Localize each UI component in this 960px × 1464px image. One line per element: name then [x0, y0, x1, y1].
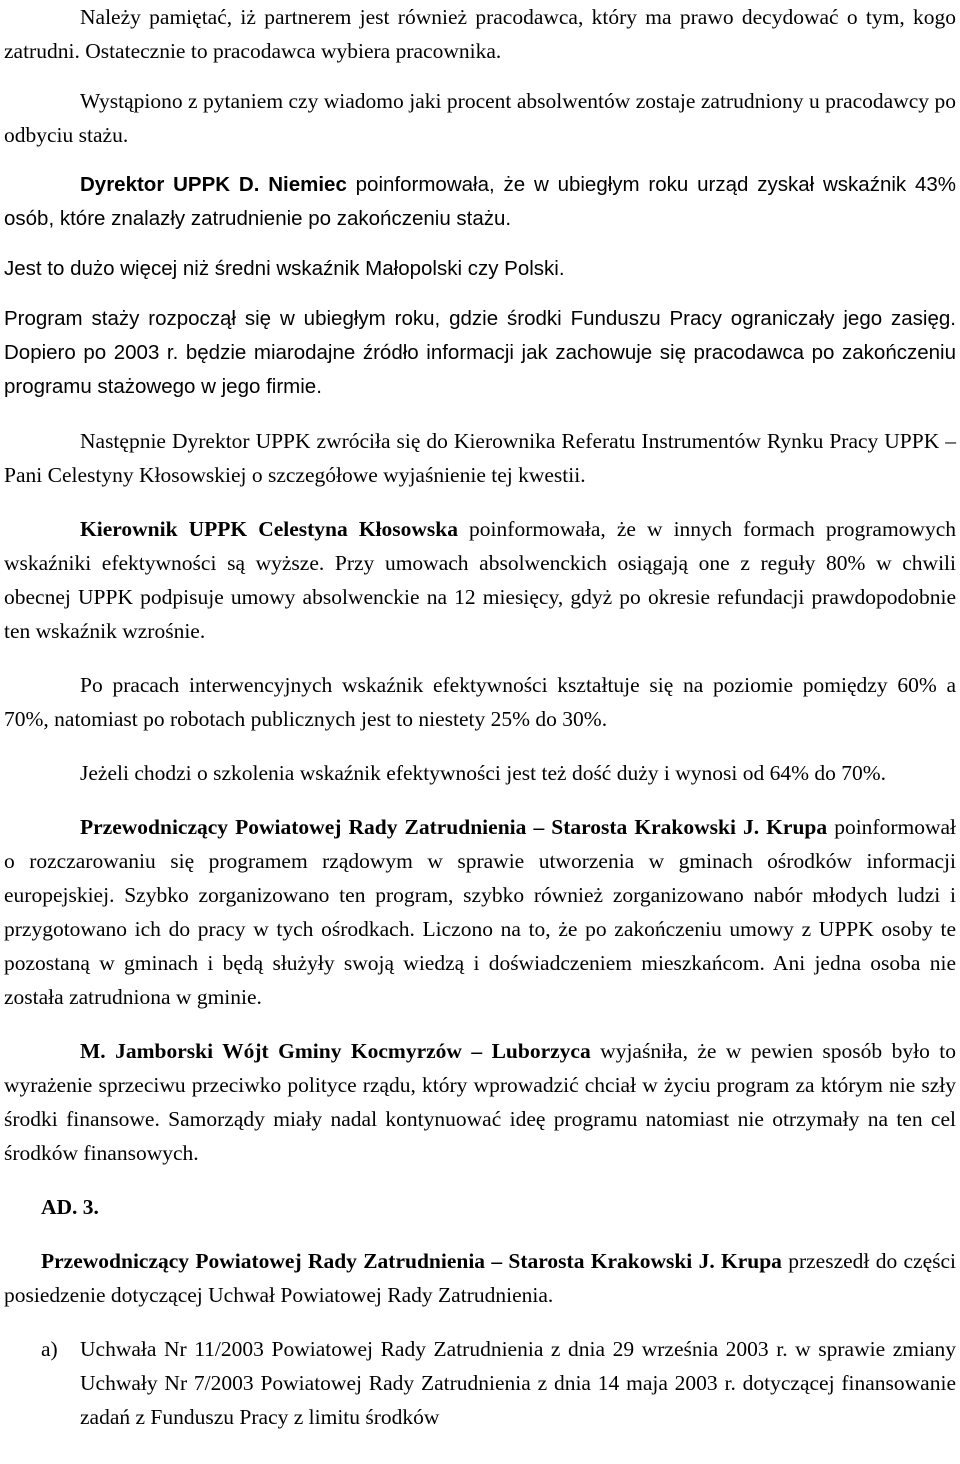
paragraph-question-employment: Wystąpiono z pytaniem czy wiadomo jaki procent absolwentów zostaje zatrudniony u pracodawcy po odbyciu stażu. [4, 89, 956, 147]
speaker-name: Kierownik UPPK Celestyna Kłosowska [80, 517, 458, 541]
paragraph-partner-employer: Należy pamiętać, iż partnerem jest również pracodawca, który ma prawo decydować o tym, kogo zatrudni. Ostatecznie to pracodawca wybiera pracownika. [4, 5, 956, 63]
list-item-resolution-a [4, 1332, 956, 1434]
paragraph-chairman-disappointment [4, 810, 956, 1014]
speaker-name: Dyrektor UPPK D. Niemiec [80, 173, 347, 196]
paragraph-intervention-works: Po pracach interwencyjnych wskaźnik efektywności kształtuje się na poziomie pomiędzy 60% a 70%, natomiast po robotach publicznych jest to niestety 25% do 30%. [4, 673, 956, 731]
paragraph-director-response [4, 168, 956, 236]
document-page [4, 0, 956, 1434]
paragraph-manager-response [4, 512, 956, 648]
paragraph-text: przeszedł do części posiedzenie dotyczącej Uchwał Powiatowej Rady Zatrudnienia. [4, 1249, 957, 1307]
list-marker: a) [41, 1337, 58, 1361]
paragraph-mayor-explanation [4, 1034, 956, 1170]
paragraph-director-request: Następnie Dyrektor UPPK zwróciła się do Kierownika Referatu Instrumentów Rynku Pracy UPPK – Pani Celestyny Kłosowskiej o szczegółowe wyjaśnienie tej kwestii. [4, 429, 956, 487]
paragraph-text: wyjaśniła, że w pewien sposób było to wyrażenie sprzeciwu przeciwko polityce rządu, który wprowadzić chciał w życiu program za którym nie szły środki finansowe. Samorządy miały nadal kontynuować ideę programu natomiast nie otrzymały na ten cel środków finansowych. [4, 1039, 956, 1165]
speaker-name: Przewodniczący Powiatowej Rady Zatrudnienia – Starosta Krakowski J. Krupa [41, 1249, 782, 1273]
paragraph-chairman-resolutions [4, 1244, 956, 1312]
paragraph-trainings: Jeżeli chodzi o szkolenia wskaźnik efektywności jest też dość duży i wynosi od 64% do 70%. [80, 761, 887, 785]
paragraph-text: poinformowała, że w innych formach programowych wskaźniki efektywności są wyższe. Przy umowach absolwenckich osiągają one z reguły 80% w chwili obecnej UPPK podpisuje umowy absolwenckie na 12 miesięcy, gdyż po okresie refundacji prawdopodobnie ten wskaźnik wzrośnie. [4, 517, 957, 643]
speaker-name: M. Jamborski Wójt Gminy Kocmyrzów – Luborzyca [80, 1039, 591, 1063]
paragraph-internship-program: Program staży rozpoczął się w ubiegłym roku, gdzie środki Funduszu Pracy ograniczały jego zasięg. Dopiero po 2003 r. będzie miarodajne źródło informacji jak zachowuje się pracodawca po zakończeniu programu stażowego w jego firmie. [4, 307, 956, 398]
speaker-name: Przewodniczący Powiatowej Rady Zatrudnienia – Starosta Krakowski J. Krupa [80, 815, 828, 839]
paragraph-text: poinformował o rozczarowaniu się programem rządowym w sprawie utworzenia w gminach ośrodków informacji europejskiej. Szybko zorganizowano ten program, szybko również zorganizowano nabór młodych ludzi i przygotowano ich do pracy w tych ośrodkach. Liczono na to, że po zakończeniu umowy z UPPK osoby te pozostaną w gminach i będą służyły swoją wiedzą i doświadczeniem mieszkańcom. Ani jedna osoba nie została zatrudniona w gminie. [4, 815, 957, 1009]
paragraph-text: poinformowała, że w ubiegłym roku urząd zyskał wskaźnik 43% osób, które znalazły zatrudnienie po zakończeniu stażu. [4, 173, 956, 230]
agenda-item-heading: AD. 3. [41, 1195, 99, 1219]
paragraph-comparison: Jest to dużo więcej niż średni wskaźnik Małopolski czy Polski. [4, 257, 565, 280]
list-item-text: Uchwała Nr 11/2003 Powiatowej Rady Zatrudnienia z dnia 29 września 2003 r. w sprawie zmiany Uchwały Nr 7/2003 Powiatowej Rady Zatrudnienia z dnia 14 maja 2003 r. dotyczącej finansowanie zadań z Funduszu Pracy z limitu środków [80, 1337, 956, 1429]
